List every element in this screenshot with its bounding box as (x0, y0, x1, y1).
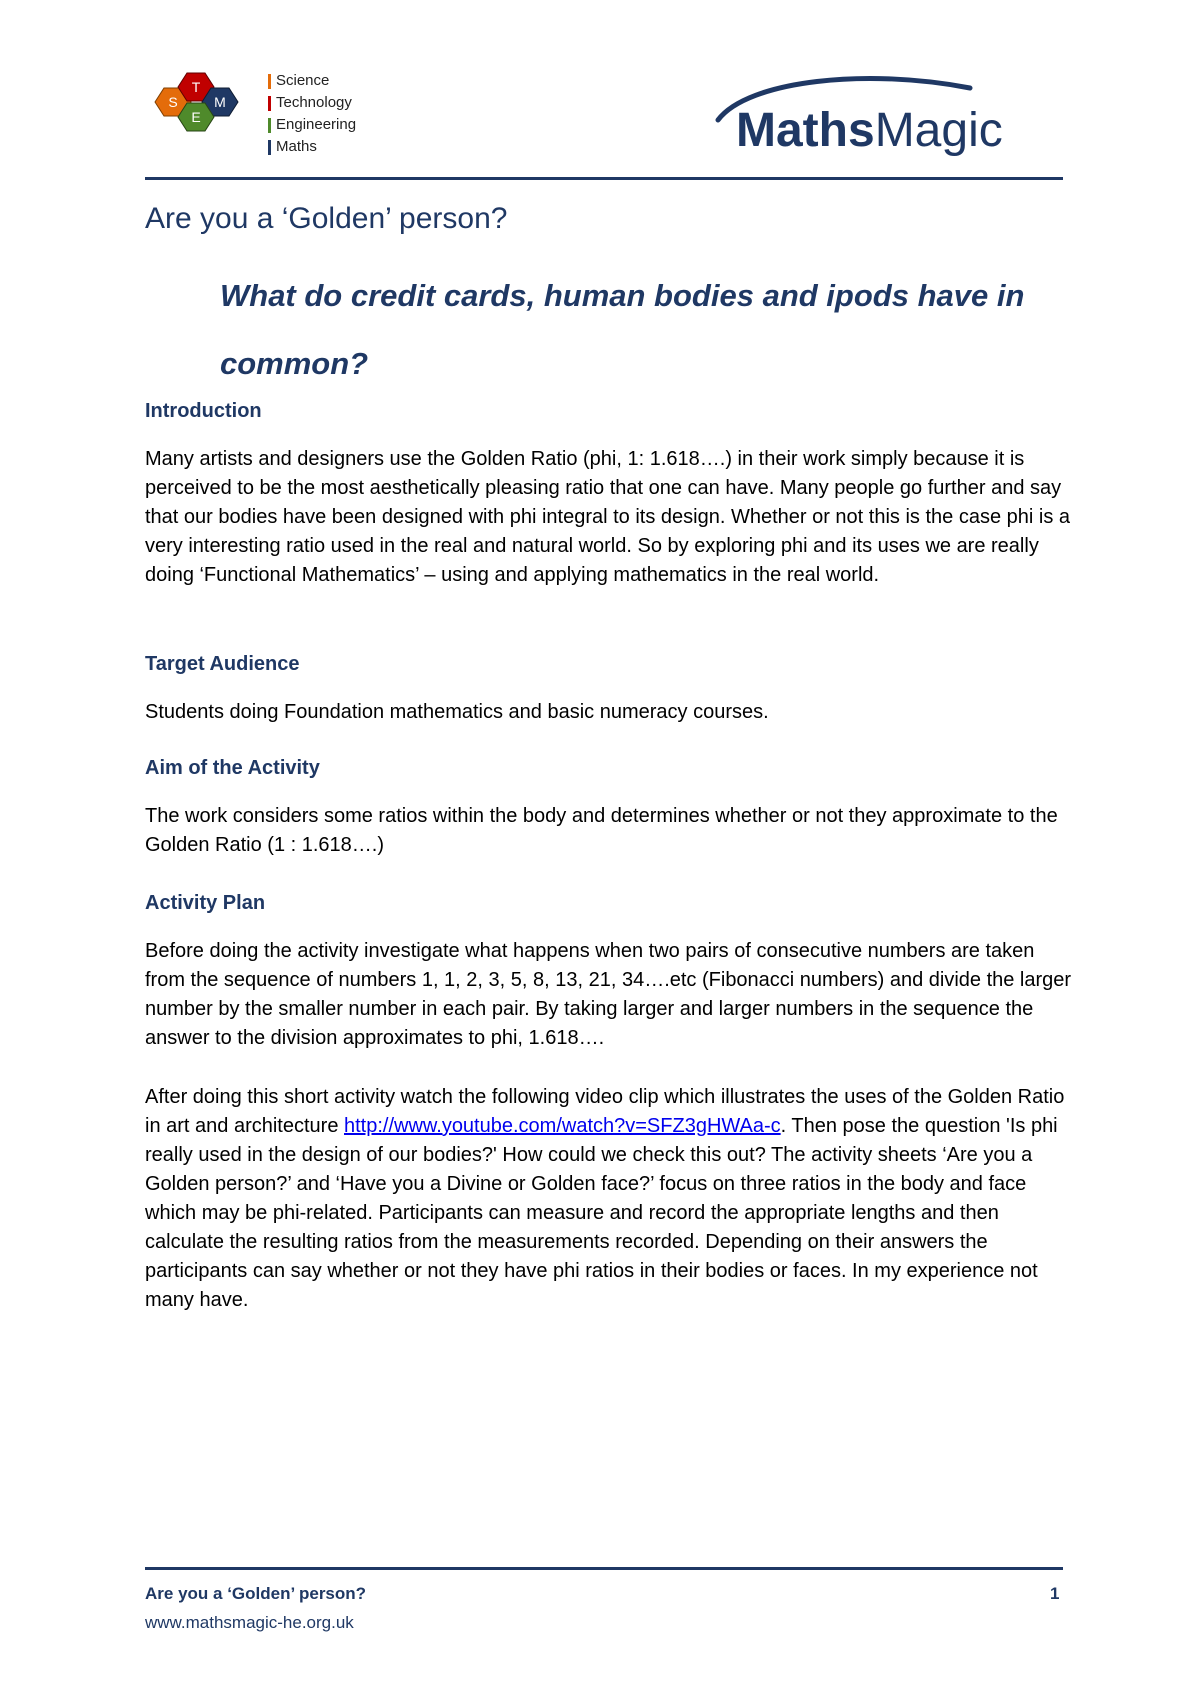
mathsmagic-logo (708, 70, 1068, 162)
heading-activity-plan: Activity Plan (145, 892, 266, 914)
header-divider (145, 177, 1063, 180)
footer-title: Are you a ‘Golden’ person? (145, 1584, 367, 1603)
footer-url: www.mathsmagic-he.org.uk (145, 1613, 354, 1632)
stem-word-technology: Technology (268, 92, 356, 114)
paragraph-introduction: Many artists and designers use the Golden Ratio (phi, 1: 1.618….) in their work simply because it is perceived to be the most aesthetically pleasing ratio that one can have. Many people go further and say that our bodies have been designed with phi integral to its design. Whether or not this is the case phi is a very interesting ratio used in the real and natural world. So by exploring phi and its uses we are really doing ‘Functional Mathematics’ – using and applying mathematics in the real world. (145, 448, 1070, 586)
heading-aim: Aim of the Activity (145, 757, 320, 779)
stem-word-maths: Maths (268, 136, 356, 158)
paragraph-activity-plan-1: Before doing the activity investigate what happens when two pairs of consecutive numbers are taken from the sequence of numbers 1, 1, 2, 3, 5, 8, 13, 21, 34….etc (Fibonacci numbers) and divide the larger number by the smaller number in each pair. By taking larger and larger numbers in the sequence the answer to the division approximates to phi, 1.618…. (145, 940, 1072, 1049)
footer-divider (145, 1567, 1063, 1570)
stem-letter-t: T (191, 79, 201, 95)
page-title: Are you a ‘Golden’ person? (145, 202, 508, 235)
stem-word-science: Science (268, 70, 356, 92)
stem-hexagon-logo (150, 72, 270, 148)
video-link[interactable]: http://www.youtube.com/watch?v=SFZ3gHWAa-c (344, 1115, 781, 1137)
footer-page-number: 1 (1050, 1584, 1060, 1603)
page-subtitle: What do credit cards, human bodies and ipods have in common? (220, 278, 1025, 381)
stem-letter-e: E (191, 109, 201, 125)
stem-letter-s: S (168, 94, 178, 110)
paragraph-aim: The work considers some ratios within the body and determines whether or not they approximate to the Golden Ratio (1 : 1.618….) (145, 805, 1058, 856)
paragraph-target-audience: Students doing Foundation mathematics and basic numeracy courses. (145, 701, 769, 723)
heading-target-audience: Target Audience (145, 653, 300, 675)
paragraph-activity-plan-2: After doing this short activity watch the following video clip which illustrates the uses of the Golden Ratio in art and architecture http://www.youtube.com/watch?v=SFZ3gHWAa-c. Then pose the question 'Is phi really used in the design of our bodies?' How could we check this out? The activity sheets ‘Are you a Golden person?’ and ‘Have you a Divine or Golden face?’ focus on three ratios in the body and face which may be phi-related. Participants can measure and record the appropriate lengths and then calculate the resulting ratios from the measurements recorded. Depending on their answers the participants can say whether or not they have phi ratios in their bodies or faces. In my experience not many have. (145, 1086, 1065, 1311)
stem-word-list (268, 70, 356, 158)
stem-letter-m: M (214, 94, 226, 110)
heading-introduction: Introduction (145, 400, 262, 422)
svg-text:MathsMagic: MathsMagic (736, 104, 1003, 157)
stem-word-engineering: Engineering (268, 114, 356, 136)
